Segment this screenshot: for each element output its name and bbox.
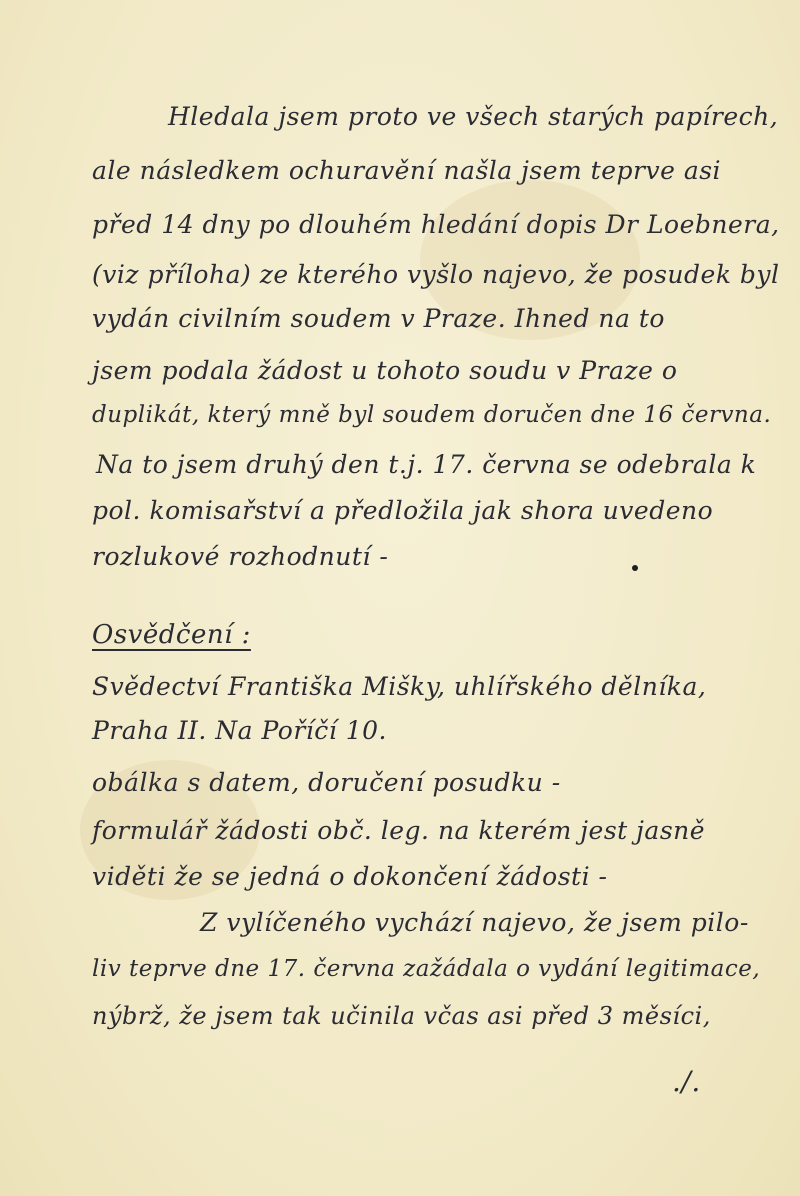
heading-osvedceni: Osvědčení : xyxy=(92,620,251,650)
paragraph-1-line-9: pol. komisařství a předložila jak shora uvedeno xyxy=(92,496,714,525)
paragraph-2-line-3: nýbrž, že jsem tak učinila včas asi před 3 měsíci, xyxy=(92,1002,711,1030)
list-item-1: Svědectví Františka Mišky, uhlířského dělníka, xyxy=(92,672,707,701)
paragraph-1-line-8: Na to jsem druhý den t.j. 17. června se odebrala k xyxy=(96,450,757,479)
list-item-4: formulář žádosti obč. leg. na kterém jest jasně xyxy=(92,816,706,845)
paragraph-1-line-7: duplikát, který mně byl soudem doručen dne 16 června. xyxy=(92,402,772,428)
paragraph-1-line-5: vydán civilním soudem v Praze. Ihned na to xyxy=(92,304,665,333)
list-item-3: obálka s datem, doručení posudku - xyxy=(92,768,561,797)
list-item-5: viděti že se jedná o dokončení žádosti - xyxy=(92,862,608,891)
list-item-2: Praha II. Na Poříčí 10. xyxy=(92,716,388,745)
continuation-mark: ./. xyxy=(672,1065,701,1098)
paragraph-1-line-1: Hledala jsem proto ve všech starých papírech, xyxy=(168,102,779,131)
paragraph-2-line-1: Z vylíčeného vychází najevo, že jsem pilo- xyxy=(200,908,749,937)
paragraph-1-line-3: před 14 dny po dlouhém hledání dopis Dr Loebnera, xyxy=(92,210,780,239)
paragraph-1-line-4: (viz příloha) ze kterého vyšlo najevo, že posudek byl xyxy=(92,260,780,289)
paragraph-1-line-2: ale následkem ochuravění našla jsem teprve asi xyxy=(92,156,722,185)
paragraph-1-line-6: jsem podala žádost u tohoto soudu v Praze o xyxy=(92,356,678,385)
ink-dot xyxy=(632,565,638,571)
paragraph-1-line-10: rozlukové rozhodnutí - xyxy=(92,542,389,571)
paragraph-2-line-2: liv teprve dne 17. června zažádala o vydání legitimace, xyxy=(92,956,761,982)
